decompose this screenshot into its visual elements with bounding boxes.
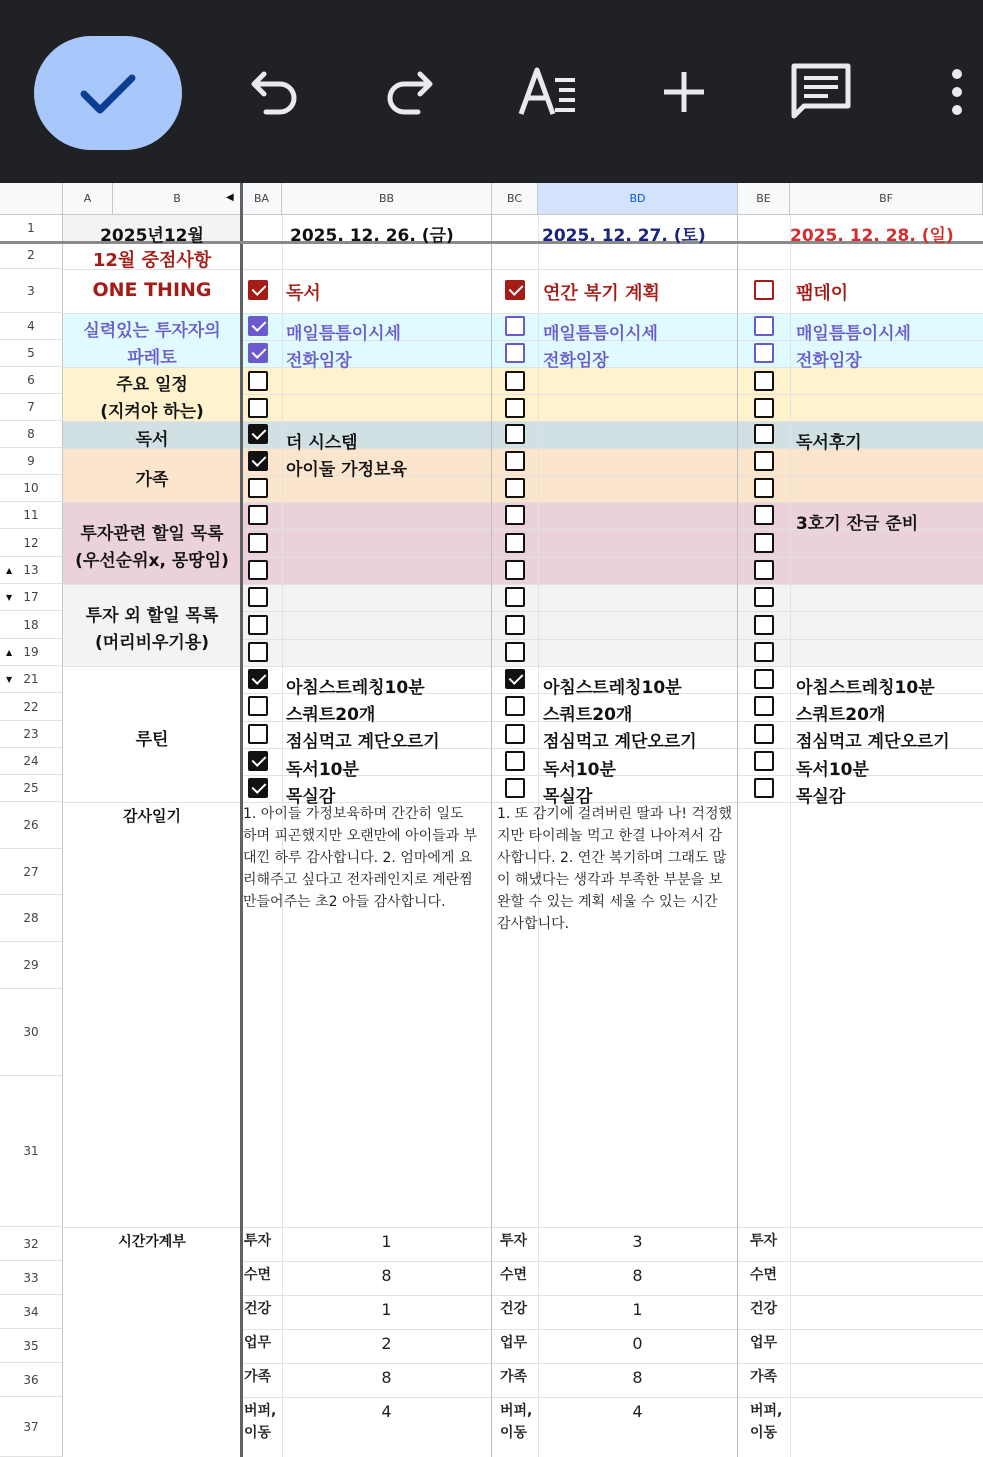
row-number: 17 [23, 590, 39, 604]
insert-button[interactable] [654, 62, 714, 122]
row-header-10[interactable]: 10 [0, 475, 63, 502]
routine-checkbox[interactable] [505, 696, 525, 716]
more-vert-icon [942, 62, 972, 122]
check-icon [34, 36, 182, 150]
routine-item[interactable]: 점심먹고 계단오르기 [796, 732, 950, 752]
schedule-checkbox[interactable] [754, 398, 774, 418]
schedule-label-1: 주요 일정 [116, 375, 188, 395]
routine-item[interactable]: 스쿼트20개 [796, 705, 886, 725]
row-header-34[interactable]: 34 [0, 1295, 63, 1329]
time-category[interactable]: 가족 [500, 1369, 528, 1385]
time-value[interactable]: 4 [381, 1402, 392, 1421]
grid-line [242, 1363, 983, 1364]
pareto-checkbox[interactable] [754, 343, 774, 363]
row-header-32[interactable]: 32 [0, 1227, 63, 1261]
other-todo-checkbox[interactable] [248, 642, 268, 662]
routine-item[interactable]: 아침스트레칭10분 [543, 678, 682, 698]
row-header-1[interactable]: 1 [0, 215, 63, 242]
row-header-18[interactable]: 18 [0, 611, 63, 639]
invest-todo-checkbox[interactable] [248, 505, 268, 525]
invest-todo-label-1: 투자관련 할일 목록 [80, 524, 224, 544]
invest-todo-checkbox[interactable] [754, 560, 774, 580]
routine-checkbox[interactable] [754, 751, 774, 771]
routine-checkbox[interactable] [248, 724, 268, 744]
grid-line [242, 1397, 983, 1398]
time-category[interactable]: 버퍼, 이동 [244, 1403, 277, 1441]
collapse-left-icon[interactable]: ◀ [226, 192, 234, 203]
row-header-13[interactable] [0, 557, 63, 584]
date-day-3[interactable]: 2025. 12. 28. (일) [790, 226, 954, 246]
time-value[interactable]: 2 [381, 1334, 392, 1353]
row-header-23[interactable]: 23 [0, 721, 63, 748]
row-header-21[interactable] [0, 666, 63, 693]
other-todo-checkbox[interactable] [248, 587, 268, 607]
focus-label: 12월 중점사항 [92, 250, 212, 271]
row-header-30[interactable]: 30 [0, 989, 63, 1076]
pareto-item[interactable]: 매일틈틈이시세 [796, 324, 911, 344]
comment-button[interactable] [788, 60, 854, 124]
schedule-checkbox[interactable] [248, 371, 268, 391]
time-value[interactable]: 1 [632, 1300, 643, 1319]
row-header-2[interactable]: 2 [0, 242, 63, 269]
row-header-11[interactable]: 11 [0, 502, 63, 529]
expand-up-icon[interactable]: ▲ [6, 647, 13, 657]
invest-todo-checkbox[interactable] [505, 533, 525, 553]
routine-checkbox[interactable] [505, 778, 525, 798]
date-day-1[interactable]: 2025. 12. 26. (금) [290, 226, 454, 246]
time-category[interactable]: 건강 [750, 1301, 778, 1317]
column-header-ba[interactable]: BA [242, 183, 282, 215]
timebook-label: 시간가계부 [118, 1234, 186, 1250]
other-todo-label-1: 투자 외 할일 목록 [85, 606, 219, 626]
pareto-item[interactable]: 매일틈틈이시세 [543, 324, 658, 344]
column-header-bf[interactable]: BF [790, 183, 983, 215]
add-icon [654, 62, 714, 122]
text-format-icon [515, 62, 581, 122]
row-header-35[interactable]: 35 [0, 1329, 63, 1363]
collapse-down-icon[interactable]: ▼ [6, 674, 13, 684]
invest-todo-checkbox[interactable] [248, 533, 268, 553]
reading-day-1[interactable]: 더 시스템 [286, 433, 358, 453]
routine-checkbox[interactable] [505, 751, 525, 771]
time-category[interactable]: 버퍼, 이동 [750, 1403, 783, 1441]
grid-line [63, 584, 983, 585]
time-category[interactable]: 투자 [244, 1233, 272, 1249]
routine-item[interactable]: 독서10분 [796, 760, 869, 780]
pareto-checkbox[interactable] [248, 343, 268, 363]
schedule-label-2: (지켜야 하는) [100, 402, 204, 422]
pareto-checkbox[interactable] [754, 316, 774, 336]
other-todo-checkbox[interactable] [505, 615, 525, 635]
routine-item[interactable]: 스쿼트20개 [543, 705, 633, 725]
pareto-label-2: 파레토 [127, 348, 177, 368]
time-category[interactable]: 가족 [244, 1369, 272, 1385]
routine-checkbox[interactable] [754, 696, 774, 716]
routine-item[interactable]: 독서10분 [286, 760, 359, 780]
row-header-4[interactable]: 4 [0, 313, 63, 340]
time-category[interactable]: 건강 [500, 1301, 528, 1317]
one-thing-label: ONE THING [92, 279, 212, 301]
routine-item[interactable]: 아침스트레칭10분 [796, 678, 935, 698]
routine-item[interactable]: 목실감 [543, 787, 593, 807]
invest-todo-label-2: (우선순위x, 몽땅임) [75, 551, 229, 571]
time-value[interactable]: 1 [381, 1232, 392, 1251]
spreadsheet-grid[interactable] [0, 183, 983, 1457]
grid-line [63, 313, 983, 314]
time-category[interactable]: 건강 [244, 1301, 272, 1317]
pareto-checkbox[interactable] [248, 316, 268, 336]
time-category[interactable]: 수면 [244, 1267, 272, 1283]
invest-todo-checkbox[interactable] [754, 533, 774, 553]
pareto-item[interactable]: 전화임장 [796, 351, 862, 371]
grid-line [242, 611, 983, 612]
undo-icon [244, 62, 304, 122]
row-header-33[interactable]: 33 [0, 1261, 63, 1295]
family-checkbox[interactable] [754, 451, 774, 471]
row-header-12[interactable]: 12 [0, 529, 63, 557]
reading-checkbox[interactable] [248, 424, 268, 444]
family-checkbox[interactable] [505, 451, 525, 471]
other-todo-checkbox[interactable] [248, 615, 268, 635]
pareto-label-1: 실력있는 투자자의 [83, 321, 221, 341]
time-value[interactable]: 0 [632, 1334, 643, 1353]
routine-checkbox[interactable] [248, 669, 268, 689]
family-checkbox[interactable] [505, 478, 525, 498]
one-thing-checkbox-3[interactable] [754, 280, 774, 300]
done-button[interactable] [34, 36, 182, 150]
reading-label: 독서 [135, 430, 169, 450]
routine-item[interactable]: 목실감 [796, 787, 846, 807]
gratitude-entry-day-2[interactable]: 1. 또 감기에 걸려버린 딸과 나! 걱정했지만 타이레놀 먹고 한결 나아져서 감사합니다. 2. 연간 복기하며 그래도 많이 해냈다는 생각과 부족한 부분을 보완할 수 있는 계획 세울 수 있는 시간 감사합니다. [497, 806, 733, 932]
row-header-9[interactable]: 9 [0, 448, 63, 475]
column-header-be[interactable]: BE [738, 183, 790, 215]
select-all-corner[interactable] [0, 183, 63, 215]
invest-todo-checkbox[interactable] [505, 505, 525, 525]
time-category[interactable]: 투자 [750, 1233, 778, 1249]
schedule-checkbox[interactable] [248, 398, 268, 418]
row-header-7[interactable]: 7 [0, 394, 63, 421]
other-todo-label-2: (머리비우기용) [94, 633, 210, 653]
one-thing-day-3[interactable]: 팸데이 [796, 283, 849, 304]
routine-checkbox[interactable] [754, 669, 774, 689]
time-value[interactable]: 3 [632, 1232, 643, 1251]
routine-label: 루틴 [135, 730, 169, 750]
pareto-item[interactable]: 전화임장 [286, 351, 352, 371]
grid-line [242, 639, 983, 640]
row-header-19[interactable] [0, 639, 63, 666]
more-options-button[interactable] [942, 62, 972, 122]
routine-item[interactable]: 아침스트레칭10분 [286, 678, 425, 698]
time-category[interactable]: 업무 [750, 1335, 778, 1351]
pareto-item[interactable]: 전화임장 [543, 351, 609, 371]
grid-line [790, 215, 791, 1457]
row-header-17[interactable] [0, 584, 63, 611]
time-category[interactable]: 가족 [750, 1369, 778, 1385]
column-header-bd[interactable]: BD [538, 183, 738, 215]
toolbar [0, 0, 983, 183]
row-header-37[interactable]: 37 [0, 1397, 63, 1457]
grid-line [63, 502, 983, 503]
grid-line [63, 666, 983, 667]
redo-icon [380, 62, 440, 122]
routine-item[interactable]: 목실감 [286, 787, 336, 807]
time-value[interactable]: 1 [381, 1300, 392, 1319]
date-day-2[interactable]: 2025. 12. 27. (토) [542, 226, 706, 246]
pareto-checkbox[interactable] [505, 316, 525, 336]
routine-checkbox[interactable] [505, 669, 525, 689]
routine-checkbox[interactable] [248, 778, 268, 798]
grid-line [242, 1295, 983, 1296]
row-header-28[interactable]: 28 [0, 895, 63, 942]
expand-up-icon[interactable]: ▲ [6, 565, 13, 575]
other-todo-checkbox[interactable] [505, 642, 525, 662]
routine-checkbox[interactable] [754, 778, 774, 798]
row-header-25[interactable]: 25 [0, 775, 63, 802]
column-header-bc[interactable]: BC [492, 183, 538, 215]
other-todo-checkbox[interactable] [754, 587, 774, 607]
row-header-3[interactable]: 3 [0, 269, 63, 313]
invest-todo-checkbox[interactable] [754, 505, 774, 525]
other-todo-checkbox[interactable] [754, 615, 774, 635]
other-todo-checkbox[interactable] [505, 587, 525, 607]
one-thing-day-1[interactable]: 독서 [286, 283, 321, 304]
one-thing-day-2[interactable]: 연간 복기 계획 [543, 283, 660, 304]
time-category[interactable]: 수면 [750, 1267, 778, 1283]
invest-todo-checkbox[interactable] [505, 560, 525, 580]
routine-checkbox[interactable] [248, 751, 268, 771]
gratitude-entry-day-1[interactable]: 1. 아이들 가정보육하며 간간히 일도 하며 피곤했지만 오랜만에 아이들과 부대낀 하루 감사합니다. 2. 엄마에게 요리해주고 싶다고 전자레인지로 계란찜 만들어주는 초2 아들 감사합니다. [243, 806, 478, 910]
reading-checkbox[interactable] [754, 424, 774, 444]
text-format-button[interactable] [515, 62, 581, 122]
row-header-29[interactable]: 29 [0, 942, 63, 989]
invest-todo-day-3[interactable]: 3호기 잔금 준비 [796, 514, 919, 534]
column-header-bb[interactable]: BB [282, 183, 492, 215]
family-label: 가족 [135, 470, 169, 490]
reading-day-3[interactable]: 독서후기 [796, 433, 862, 453]
time-category[interactable]: 업무 [500, 1335, 528, 1351]
row-number: 13 [23, 563, 39, 577]
family-checkbox[interactable] [754, 478, 774, 498]
routine-item[interactable]: 스쿼트20개 [286, 705, 376, 725]
comment-icon [788, 60, 854, 124]
row-header-26[interactable]: 26 [0, 802, 63, 849]
time-category[interactable]: 투자 [500, 1233, 528, 1249]
time-category[interactable]: 수면 [500, 1267, 528, 1283]
schedule-checkbox[interactable] [505, 371, 525, 391]
family-checkbox[interactable] [248, 451, 268, 471]
family-checkbox[interactable] [248, 478, 268, 498]
family-day-1[interactable]: 아이둘 가정보육 [286, 460, 407, 480]
row-header-36[interactable]: 36 [0, 1363, 63, 1397]
reading-checkbox[interactable] [505, 424, 525, 444]
time-value[interactable]: 8 [381, 1266, 392, 1285]
row-number: 21 [23, 672, 39, 686]
one-thing-checkbox-2[interactable] [505, 280, 525, 300]
invest-todo-checkbox[interactable] [248, 560, 268, 580]
routine-checkbox[interactable] [754, 724, 774, 744]
grid-line [242, 1261, 983, 1262]
row-header-22[interactable]: 22 [0, 693, 63, 721]
time-value[interactable]: 4 [632, 1402, 643, 1421]
pareto-checkbox[interactable] [505, 343, 525, 363]
column-header-b[interactable]: B [113, 183, 242, 215]
other-todo-checkbox[interactable] [754, 642, 774, 662]
row-header-5[interactable]: 5 [0, 340, 63, 367]
row-header-24[interactable]: 24 [0, 748, 63, 775]
routine-item[interactable]: 독서10분 [543, 760, 616, 780]
row-header-8[interactable]: 8 [0, 421, 63, 448]
routine-item[interactable]: 점심먹고 계단오르기 [286, 732, 440, 752]
collapse-down-icon[interactable]: ▼ [6, 592, 13, 602]
row-header-31[interactable]: 31 [0, 1076, 63, 1227]
grid-line [242, 557, 983, 558]
grid-line [242, 1329, 983, 1330]
time-value[interactable]: 8 [381, 1368, 392, 1387]
grid-line [491, 215, 492, 1457]
column-header-a[interactable]: A [63, 183, 113, 215]
time-category[interactable]: 업무 [244, 1335, 272, 1351]
routine-item[interactable]: 점심먹고 계단오르기 [543, 732, 697, 752]
grid-line [63, 1227, 983, 1228]
time-value[interactable]: 8 [632, 1368, 643, 1387]
month-cell[interactable]: 2025년12월 [100, 226, 204, 246]
gratitude-label: 감사일기 [123, 807, 181, 825]
schedule-checkbox[interactable] [754, 371, 774, 391]
schedule-checkbox[interactable] [505, 398, 525, 418]
row-header-6[interactable]: 6 [0, 367, 63, 394]
redo-button[interactable] [380, 62, 440, 122]
routine-checkbox[interactable] [248, 696, 268, 716]
routine-checkbox[interactable] [505, 724, 525, 744]
grid-line [242, 394, 983, 395]
undo-button[interactable] [244, 62, 304, 122]
one-thing-checkbox-1[interactable] [248, 280, 268, 300]
time-category[interactable]: 버퍼, 이동 [500, 1403, 533, 1441]
row-number: 19 [23, 645, 39, 659]
pareto-item[interactable]: 매일틈틈이시세 [286, 324, 401, 344]
time-value[interactable]: 8 [632, 1266, 643, 1285]
grid-line [737, 215, 738, 1457]
row-header-27[interactable]: 27 [0, 849, 63, 895]
